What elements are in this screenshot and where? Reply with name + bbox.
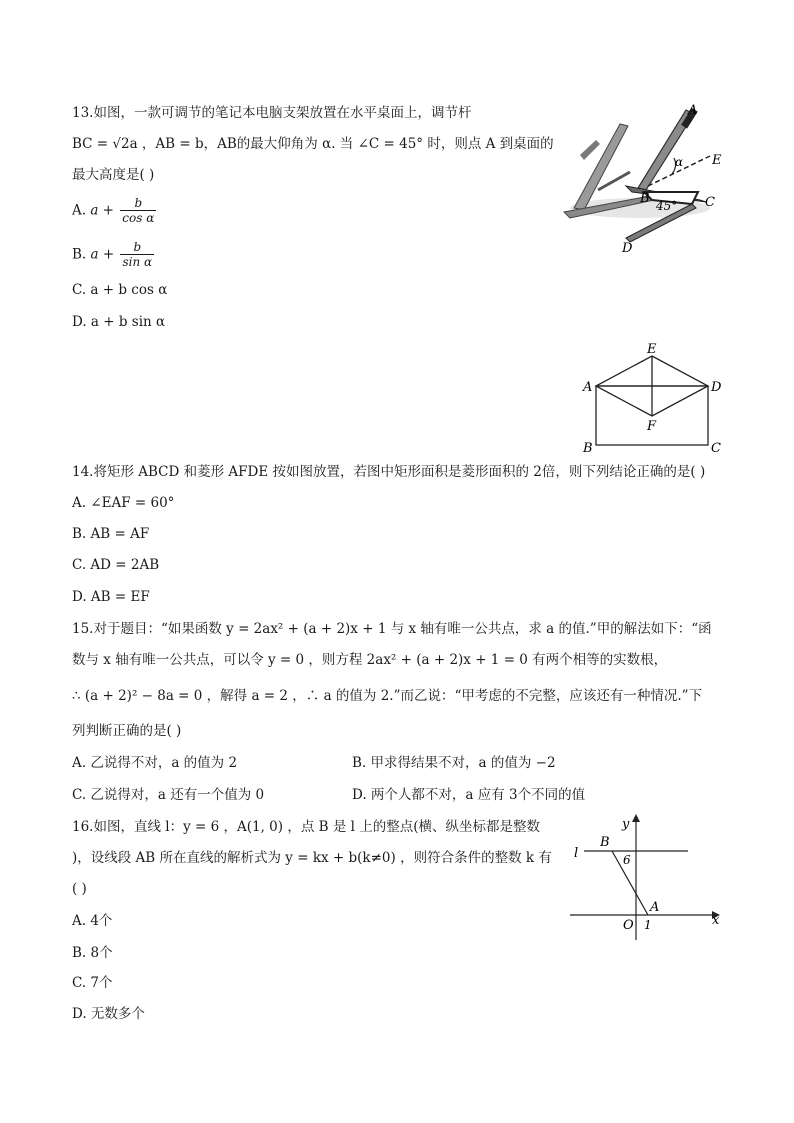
q13-option-a-den: cos α: [122, 211, 155, 225]
q15-option-b[interactable]: B. 甲求得结果不对，a 的值为 −2: [352, 755, 556, 771]
q16-fig-label-x: x: [712, 913, 720, 928]
q16-stem-line1: 16.如图，直线 l：y = 6 ，A(1, 0) ，点 B 是 l 上的整点(横、纵坐标都是整数: [72, 819, 540, 835]
q14-fig-label-a: A: [583, 380, 593, 395]
q16-fig-label-o: O: [623, 918, 634, 933]
q13-stem-line3: 最大高度是( ): [72, 167, 155, 183]
q15-option-c[interactable]: C. 乙说得对，a 还有一个值为 0: [72, 787, 265, 803]
q13-option-b-num: b: [120, 240, 154, 255]
q16-option-d[interactable]: D. 无数多个: [72, 1006, 145, 1022]
q16-option-a[interactable]: A. 4个: [72, 913, 113, 929]
q14-option-a[interactable]: A. ∠EAF = 60°: [72, 495, 175, 511]
q13-option-a[interactable]: [72, 196, 158, 226]
q13-option-c[interactable]: C. a + b cos α: [72, 282, 168, 298]
q15-stem-line2: 数与 x 轴有唯一公共点，可以令 y = 0 ，则方程 2ax² + (a + 2)x + 1 = 0 有两个相等的实数根，: [72, 652, 668, 668]
q16-stem-line2: )，设线段 AB 所在直线的解析式为 y = kx + b(k≠0) ，则符合条件的整数 k 有: [72, 850, 552, 866]
q13-laptop-stand-figure: [560, 100, 740, 260]
q13-fig-label-d: D: [622, 241, 633, 256]
q14-option-d[interactable]: D. AB = EF: [72, 589, 150, 605]
q16-fig-label-six: 6: [623, 853, 631, 867]
q13-option-b-label: B.: [72, 246, 87, 263]
q13-stem-line2: BC = √2a ，AB = b，AB的最大仰角为 α. 当 ∠C = 45° 时，则点 A 到桌面的: [72, 136, 554, 152]
q13-fig-label-c: C: [705, 195, 715, 210]
q14-fig-label-b: B: [583, 441, 593, 456]
q13-option-b[interactable]: [72, 240, 156, 270]
q14-fig-label-e: E: [647, 342, 657, 357]
q13-fig-label-a: A: [688, 103, 698, 118]
q13-option-a-lead: a +: [90, 202, 114, 219]
q13-stem-line1: 13.如图，一款可调节的笔记本电脑支架放置在水平桌面上，调节杆: [72, 105, 472, 121]
q14-option-c[interactable]: C. AD = 2AB: [72, 557, 160, 573]
q16-fig-label-y: y: [622, 817, 630, 832]
q14-fig-label-d: D: [711, 380, 722, 395]
q15-option-a[interactable]: A. 乙说得不对，a 的值为 2: [72, 755, 238, 771]
q13-option-a-label: A.: [72, 202, 87, 219]
q15-stem-line1: 15.对于题目：“如果函数 y = 2ax² + (a + 2)x + 1 与 x 轴有唯一公共点，求 a 的值.”甲的解法如下：“函: [72, 621, 712, 637]
q13-option-b-den: sin α: [122, 255, 153, 269]
q13-option-b-lead: a +: [90, 246, 115, 263]
q14-fig-label-c: C: [711, 441, 721, 456]
q16-fig-label-one: 1: [644, 918, 652, 932]
q16-option-c[interactable]: C. 7个: [72, 975, 113, 991]
q13-fig-label-b: B: [640, 191, 650, 206]
q16-option-b[interactable]: B. 8个: [72, 945, 113, 961]
q14-option-b[interactable]: B. AB = AF: [72, 526, 150, 542]
q14-fig-label-f: F: [647, 419, 657, 434]
q15-stem-line3: ∴ (a + 2)² − 8a = 0 ，解得 a = 2 ，∴ a 的值为 2.”而乙说：“甲考虑的不完整，应该还有一种情况.”下: [72, 688, 703, 704]
q13-fig-label-angle: 45°: [656, 199, 678, 213]
q13-fig-label-e: E: [712, 153, 722, 168]
q14-rect-rhombus-figure: [578, 340, 728, 460]
q13-option-a-num: b: [120, 196, 156, 211]
q16-fig-label-a: A: [650, 900, 660, 915]
q15-option-d[interactable]: D. 两个人都不对，a 应有 3个不同的值: [352, 787, 586, 803]
q16-fig-label-l: l: [574, 846, 579, 861]
q16-stem-line3: ( ): [72, 881, 87, 897]
q15-stem-line4: 列判断正确的是( ): [72, 723, 182, 739]
q14-stem-line1: 14.将矩形 ABCD 和菱形 AFDE 按如图放置，若图中矩形面积是菱形面积的 2倍，则下列结论正确的是( ): [72, 464, 706, 480]
q13-fig-label-alpha: α: [675, 155, 684, 169]
q16-coordinate-figure: [566, 812, 726, 942]
q13-option-d[interactable]: D. a + b sin α: [72, 314, 166, 330]
q16-fig-label-b: B: [600, 835, 610, 850]
